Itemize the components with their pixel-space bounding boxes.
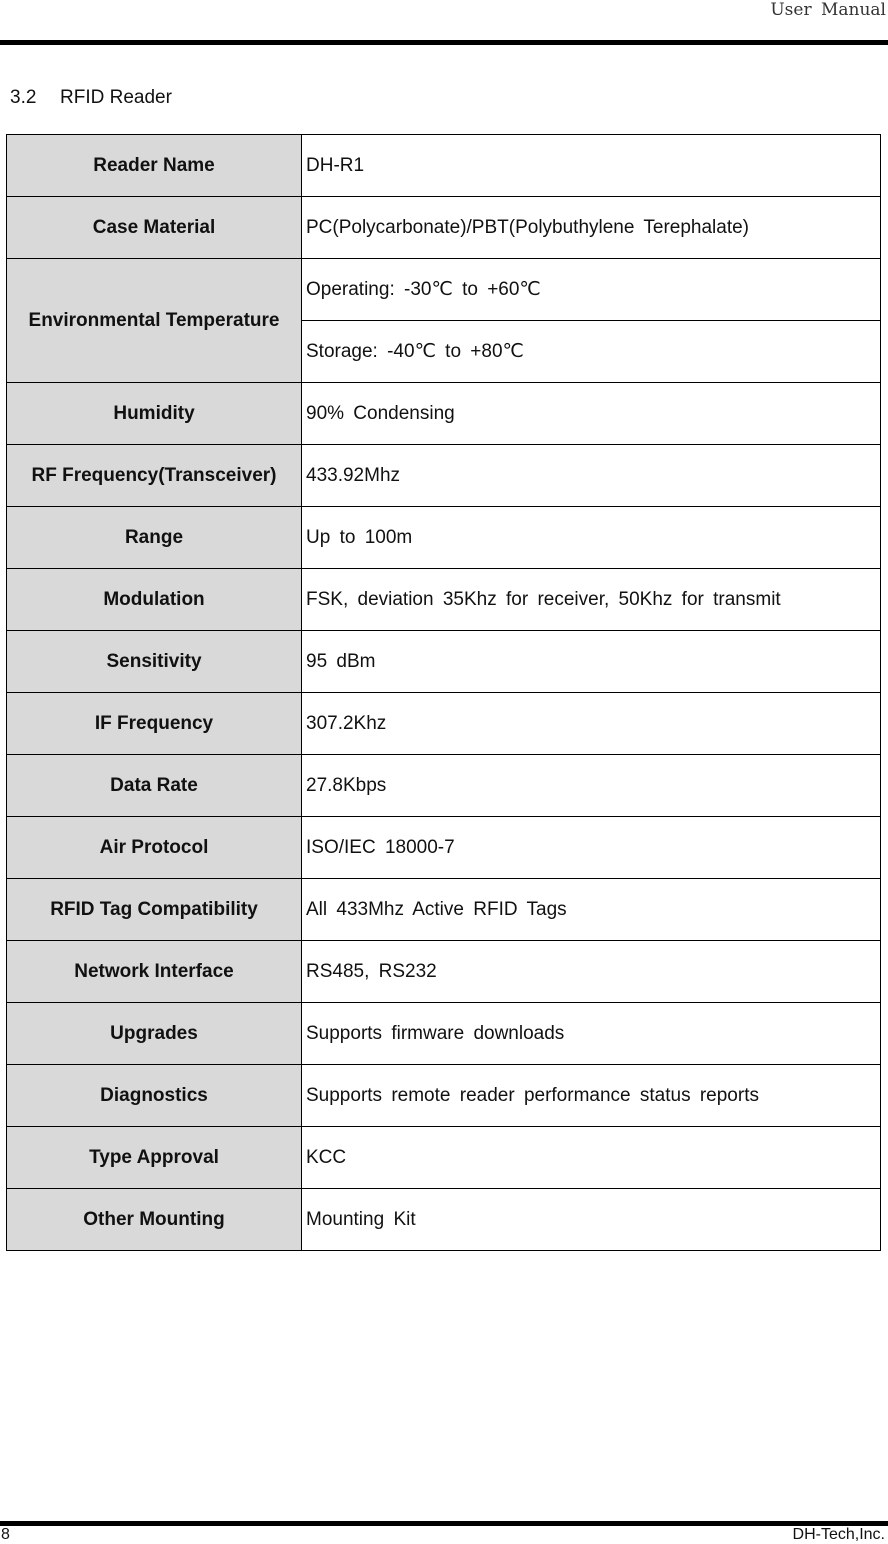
table-row-if-frequency — [7, 693, 881, 755]
row-value: Supports remote reader performance status reports — [302, 1065, 881, 1127]
footer-company: DH-Tech,Inc. — [792, 1526, 885, 1543]
table-row-diagnostics — [7, 1065, 881, 1127]
table-row-data-rate — [7, 755, 881, 817]
row-label: Type Approval — [7, 1127, 302, 1189]
row-label: Upgrades — [7, 1003, 302, 1065]
row-value: 90% Condensing — [302, 383, 881, 445]
row-value: 27.8Kbps — [302, 755, 881, 817]
page-number: 8 — [1, 1526, 10, 1543]
section-title: RFID Reader — [60, 87, 172, 108]
row-label: Modulation — [7, 569, 302, 631]
header-rule — [0, 40, 888, 45]
table-row-case-material — [7, 197, 881, 259]
row-value: 433.92Mhz — [302, 445, 881, 507]
row-value: PC(Polycarbonate)/PBT(Polybuthylene Terephalate) — [302, 197, 881, 259]
row-value: All 433Mhz Active RFID Tags — [302, 879, 881, 941]
row-value: 307.2Khz — [302, 693, 881, 755]
row-value: RS485, RS232 — [302, 941, 881, 1003]
table-row-modulation — [7, 569, 881, 631]
section-number: 3.2 — [10, 87, 37, 108]
table-row-network-interface — [7, 941, 881, 1003]
table-row-range — [7, 507, 881, 569]
table-row-tag-compatibility — [7, 879, 881, 941]
row-label: RF Frequency(Transceiver) — [7, 445, 302, 507]
table-row-air-protocol — [7, 817, 881, 879]
section-heading — [10, 87, 172, 109]
row-value: KCC — [302, 1127, 881, 1189]
row-label: Range — [7, 507, 302, 569]
row-value-operating: Operating: -30℃ to +60℃ — [302, 259, 881, 321]
table-row-upgrades — [7, 1003, 881, 1065]
table-row-humidity — [7, 383, 881, 445]
row-label: Case Material — [7, 197, 302, 259]
row-label: Humidity — [7, 383, 302, 445]
table-row-reader-name — [7, 135, 881, 197]
row-label: Environmental Temperature — [7, 259, 302, 383]
row-label: Other Mounting — [7, 1189, 302, 1251]
row-label: Air Protocol — [7, 817, 302, 879]
header-title: User Manual — [770, 0, 886, 20]
table-row-environmental-temperature — [7, 259, 881, 321]
row-label: IF Frequency — [7, 693, 302, 755]
table-row-rf-frequency — [7, 445, 881, 507]
row-value: Up to 100m — [302, 507, 881, 569]
row-value: Mounting Kit — [302, 1189, 881, 1251]
table-row-sensitivity — [7, 631, 881, 693]
row-label: Data Rate — [7, 755, 302, 817]
row-label: Network Interface — [7, 941, 302, 1003]
table-row-type-approval — [7, 1127, 881, 1189]
row-label: Diagnostics — [7, 1065, 302, 1127]
spec-table — [6, 134, 881, 1251]
row-label: Reader Name — [7, 135, 302, 197]
row-value: DH-R1 — [302, 135, 881, 197]
row-label: RFID Tag Compatibility — [7, 879, 302, 941]
row-value: Supports firmware downloads — [302, 1003, 881, 1065]
row-value: 95 dBm — [302, 631, 881, 693]
table-row-other-mounting — [7, 1189, 881, 1251]
row-value: FSK, deviation 35Khz for receiver, 50Khz for transmit — [302, 569, 881, 631]
row-label: Sensitivity — [7, 631, 302, 693]
footer-rule — [0, 1521, 888, 1526]
row-value: ISO/IEC 18000-7 — [302, 817, 881, 879]
row-value-storage: Storage: -40℃ to +80℃ — [302, 321, 881, 383]
